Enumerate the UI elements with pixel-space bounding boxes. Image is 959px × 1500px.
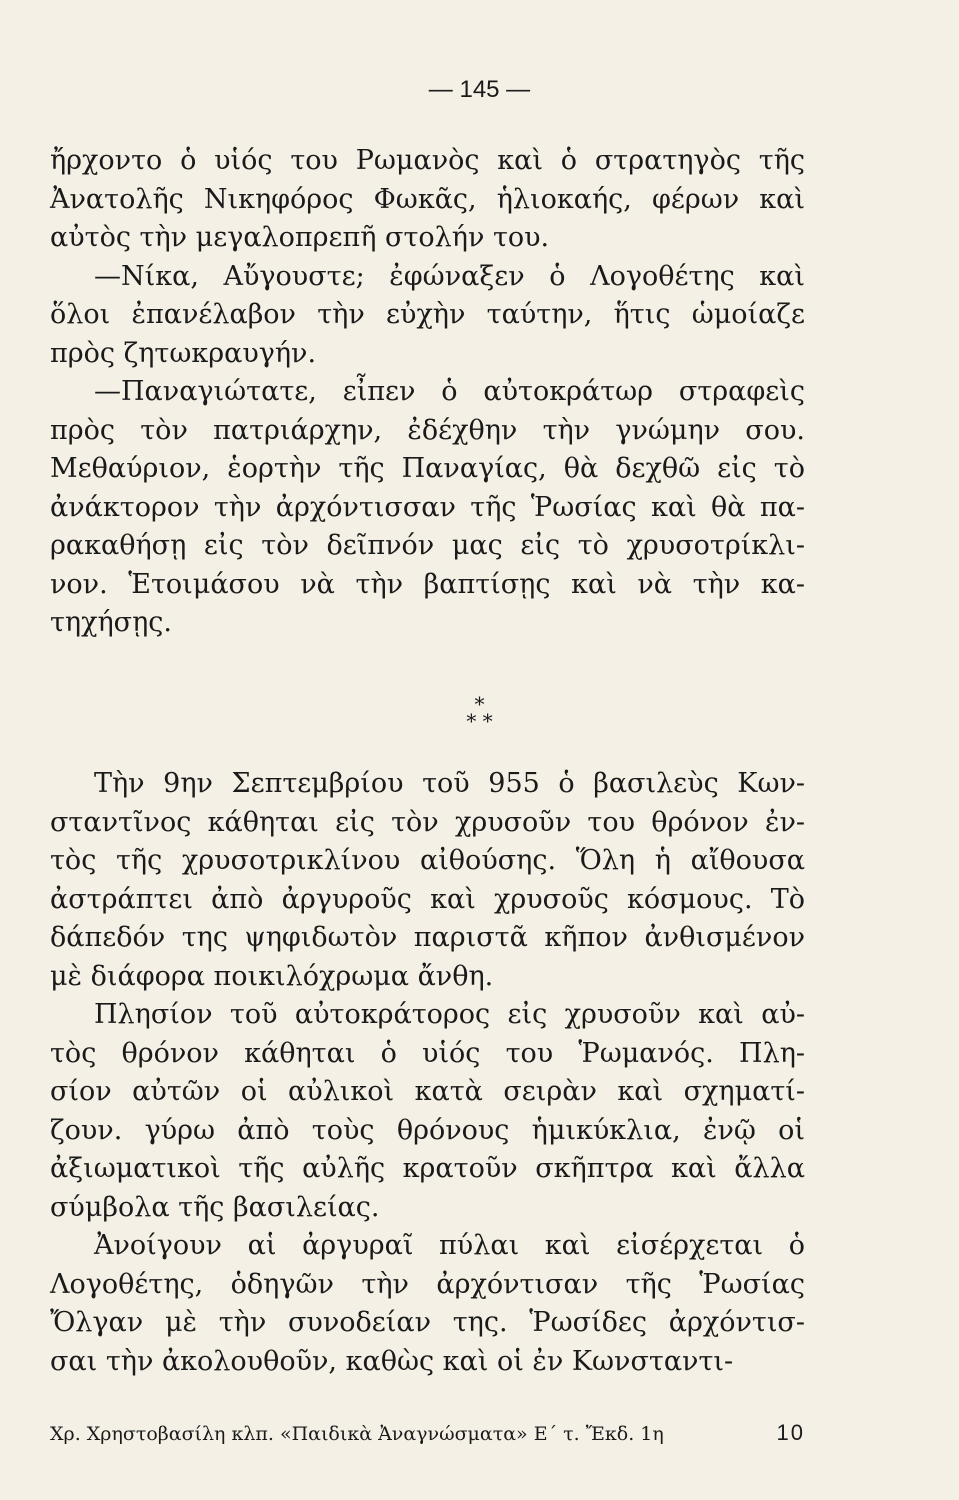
footer-signature: 10 [776,1420,805,1445]
text-line: ἀνάκτορον τὴν ἀρχόντισσαν τῆς Ῥωσίας καὶ θὰ πα- [50,491,805,523]
text-line: ζουν. γύρω ἀπὸ τοὺς θρόνους ἡμικύκλια, ἐνῷ οἱ [50,1114,805,1146]
asterism-top: * [474,692,485,716]
text-line: Τὴν 9ην Σεπτεμβρίου τοῦ 955 ὁ βασιλεὺς Κων- [94,768,805,799]
text-line: αὐτὸς τὴν μεγαλοπρεπῆ στολήν του. [50,222,550,253]
text-line: ρακαθήσῃ εἰς τὸν δεῖπνόν μας εἰς τὸ χρυσοτρίκλι- [50,530,805,561]
text-line: ὅλοι ἐπανέλαβον τὴν εὐχὴν ταύτην, ἥτις ὡμοίαζε [50,299,805,330]
text-line: μὲ διάφορα ποικιλόχρωμα ἄνθη. [50,960,494,992]
text-line: πρὸς τὸν πατριάρχην, ἐδέχθην τὴν γνώμην σου. [50,414,805,446]
text-block-1 [50,142,805,643]
text-line: Μεθαύριον, ἑορτὴν τῆς Παναγίας, θὰ δεχθῶ εἰς τὸ [50,453,805,484]
text-line: σίον αὐτῶν οἱ αὐλικοὶ κατὰ σειρὰν καὶ σχηματί- [50,1076,805,1107]
page-number: — 145 — [428,76,531,103]
text-line: Λογοθέτης, ὁδηγῶν τὴν ἀρχόντισαν τῆς Ῥωσίας [50,1268,805,1300]
text-line: —Νίκα, Αὔγουστε; ἐφώναξεν ὁ Λογοθέτης καὶ [94,260,805,292]
text-line: ἤρχοντο ὁ υἱός του Ρωμανὸς καὶ ὁ στρατηγὸς τῆς [50,145,805,176]
text-line: Ἀνοίγουν αἱ ἀργυραῖ πύλαι καὶ εἰσέρχεται ὁ [94,1230,805,1261]
text-line: Ἀνατολῆς Νικηφόρος Φωκᾶς, ἡλιοκαής, φέρων καὶ [50,183,805,215]
footer [50,1420,805,1446]
text-line: σαι τὴν ἀκολουθοῦν, καθὼς καὶ οἱ ἐν Κωνσταντι- [50,1345,734,1377]
text-line: τηχήσῃς. [50,607,172,638]
text-line: σταντῖνος κάθηται εἰς τὸν χρυσοῦν του θρόνον ἐν- [50,806,805,838]
text-line: Ὄλγαν μὲ τὴν συνοδείαν της. Ῥωσίδες ἀρχόντισ- [50,1307,805,1338]
footer-citation: Χρ. Χρηστοβασίλη κλπ. «Παιδικὰ Ἀναγνώσματα» Ε΄ τ. Ἔκδ. 1η [50,1423,664,1445]
text-line: δάπεδόν της ψηφιδωτὸν παριστᾶ κῆπον ἀνθισμένον [50,922,805,953]
text-line: Πλησίον τοῦ αὐτοκράτορος εἰς χρυσοῦν καὶ αὐ- [94,999,805,1030]
text-line: σύμβολα τῆς βασιλείας. [50,1191,380,1223]
text-line: τὸς θρόνον κάθηται ὁ υἱός του Ῥωμανός. Πλη- [50,1037,805,1069]
text-line: τὸς τῆς χρυσοτρικλίνου αἰθούσης. Ὅλη ἡ αἴθουσα [50,845,805,876]
text-line: —Παναγιώτατε, εἶπεν ὁ αὐτοκράτωρ στραφεὶς [94,376,805,407]
asterism-bottom: * * [466,709,493,733]
text-line: ἀξιωματικοὶ τῆς αὐλῆς κρατοῦν σκῆπτρα καὶ ἄλλα [50,1153,805,1184]
text-line: νον. Ἑτοιμάσου νὰ τὴν βαπτίσῃς καὶ νὰ τὴν κα- [50,568,805,600]
text-line: ἀστράπτει ἀπὸ ἀργυροῦς καὶ χρυσοῦς κόσμους. Τὸ [50,883,805,915]
text-block-2 [50,765,805,1381]
text-line: πρὸς ζητωκραυγήν. [50,337,317,369]
